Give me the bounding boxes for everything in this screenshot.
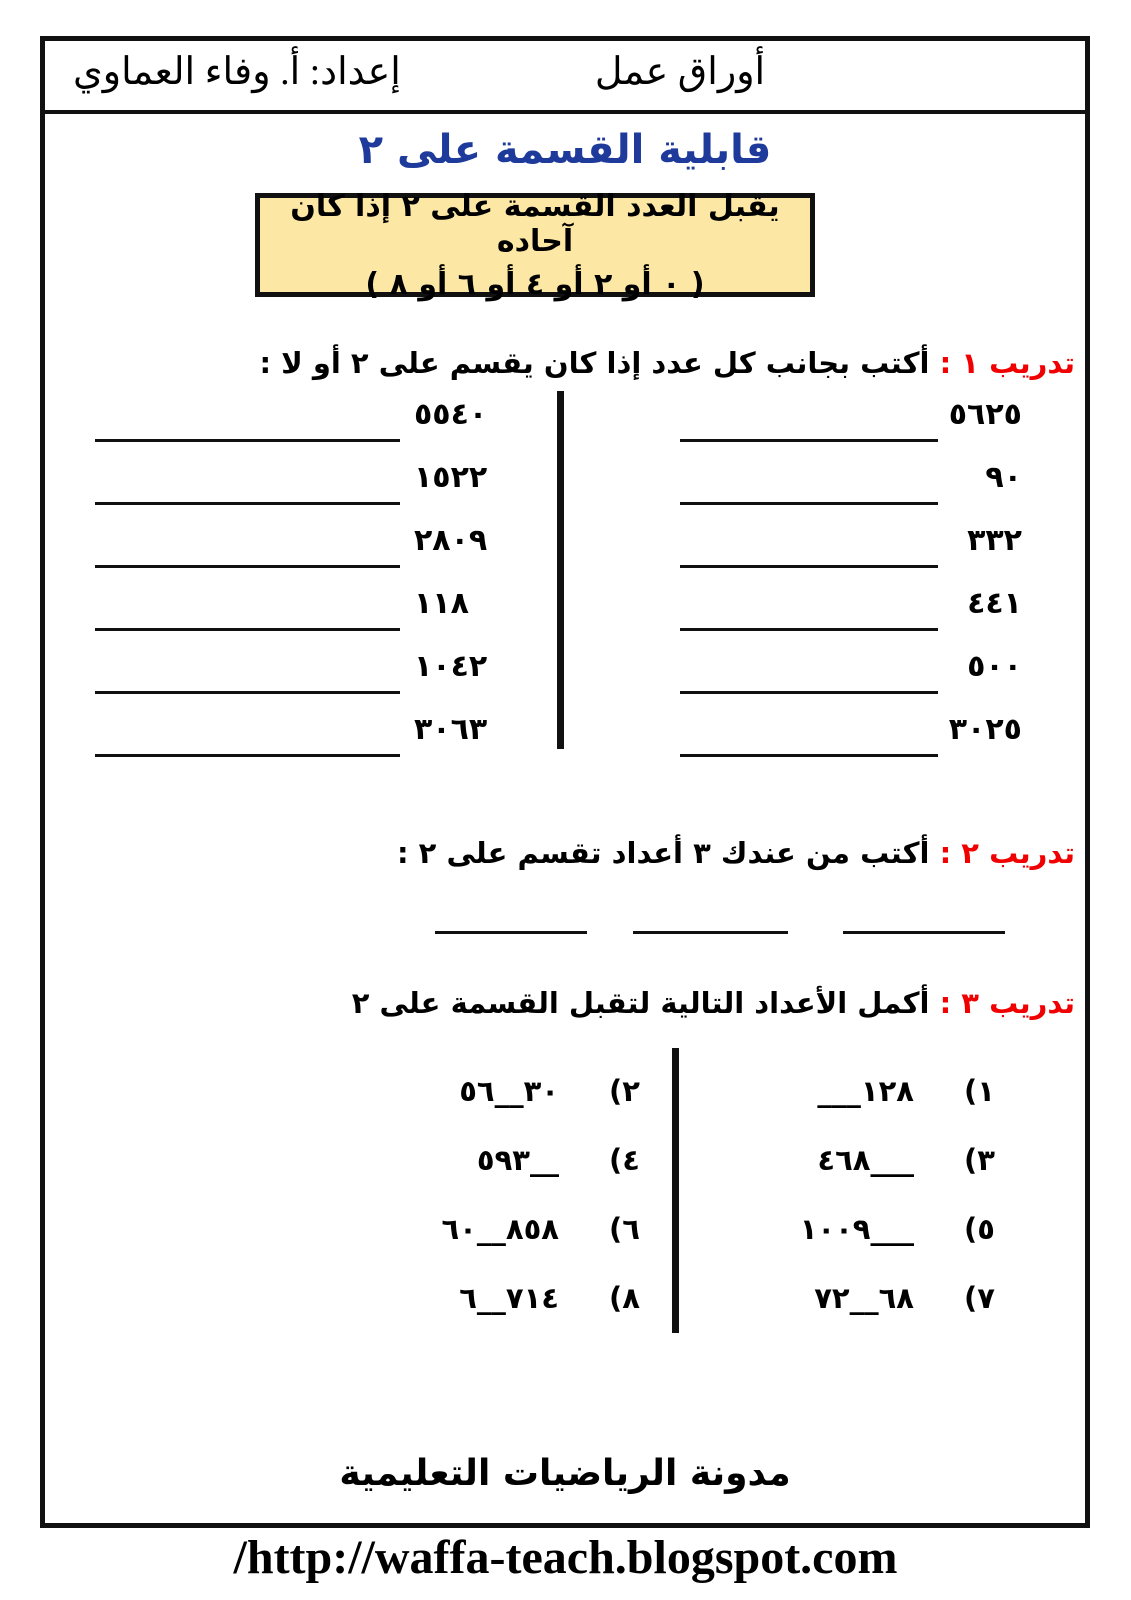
exercise1-left-column	[95, 379, 550, 757]
exercise1-label: تدريب ١ :	[939, 346, 1075, 380]
number-row	[680, 631, 1022, 694]
list-item	[330, 1194, 657, 1263]
number-with-blank: ١٠٠٩___	[799, 1211, 914, 1246]
exercise3-heading	[352, 986, 1075, 1020]
answer-line	[435, 907, 587, 934]
number-row	[680, 379, 1022, 442]
item-marker: (٨	[609, 1280, 640, 1315]
answer-line	[95, 746, 400, 757]
number-with-blank: ٤٦٨___	[817, 1142, 914, 1177]
exercise2-instruction: أكتب من عندك ٣ أعداد تقسم على ٢ :	[396, 836, 930, 870]
number-row	[95, 568, 550, 631]
number-with-blank: ٦__٧١٤	[459, 1280, 559, 1315]
item-marker: (١	[964, 1073, 995, 1108]
site-url: /http://waffa-teach.blogspot.com	[233, 1531, 898, 1584]
number-value: ٥٠٠	[967, 649, 1022, 684]
exercise2-label: تدريب ٢ :	[939, 836, 1075, 870]
rule-line-2: ( ٠ أو ٢ أو ٤ أو ٦ أو ٨ )	[365, 266, 705, 302]
item-marker: (٧	[964, 1280, 995, 1315]
number-row	[95, 505, 550, 568]
worksheets-label: أوراق عمل	[594, 51, 766, 93]
exercise3-instruction: أكمل الأعداد التالية لتقبل القسمة على ٢	[351, 986, 930, 1020]
answer-line	[95, 431, 400, 442]
number-with-blank: ٧٢__٦٨	[814, 1280, 914, 1315]
exercise3-left-column	[330, 1056, 657, 1332]
rule-line-1: يقبل العدد القسمة على ٢ إذا كان آحاده	[290, 188, 780, 259]
blog-name: مدونة الرياضيات التعليمية	[339, 1453, 791, 1494]
answer-line	[95, 620, 400, 631]
list-item	[690, 1125, 1012, 1194]
answer-line	[680, 683, 938, 694]
exercise1-instruction: أكتب بجانب كل عدد إذا كان يقسم على ٢ أو لا :	[259, 346, 930, 380]
number-row	[95, 442, 550, 505]
list-item	[690, 1056, 1012, 1125]
exercise1-column-divider	[557, 391, 564, 749]
answer-line	[680, 431, 938, 442]
answer-line	[680, 494, 938, 505]
item-marker: (٦	[609, 1211, 640, 1246]
number-with-blank: ٥٩٣__	[476, 1142, 559, 1177]
number-row	[95, 379, 550, 442]
exercise3-right-column	[690, 1056, 1012, 1332]
number-row	[680, 505, 1022, 568]
prepared-by-label: إعداد: أ. وفاء العماوي	[73, 51, 401, 93]
answer-line	[680, 557, 938, 568]
number-with-blank: ٦٠__٨٥٨	[441, 1211, 559, 1246]
number-row	[95, 631, 550, 694]
list-item	[330, 1056, 657, 1125]
exercise3-label: تدريب ٣ :	[939, 986, 1075, 1020]
answer-line	[680, 620, 938, 631]
item-marker: (٤	[609, 1142, 640, 1177]
number-value: ٣٠٦٣	[414, 712, 488, 747]
number-value: ٥٥٤٠	[414, 397, 488, 432]
number-value: ٤٤١	[967, 586, 1022, 621]
answer-line	[680, 746, 938, 757]
number-value: ١٥٢٢	[414, 460, 488, 495]
number-value: ٣٣٢	[967, 523, 1022, 558]
number-row	[680, 442, 1022, 505]
answer-line	[633, 907, 788, 934]
list-item	[690, 1263, 1012, 1332]
answer-line	[95, 494, 400, 505]
number-row	[680, 694, 1022, 757]
list-item	[330, 1263, 657, 1332]
answer-line	[843, 907, 1005, 934]
number-with-blank: ٥٦__٣٠	[459, 1073, 559, 1108]
answer-line	[95, 557, 400, 568]
item-marker: (٣	[964, 1142, 995, 1177]
exercise3-column-divider	[672, 1048, 679, 1333]
list-item	[690, 1194, 1012, 1263]
exercise1-right-column	[680, 379, 1022, 757]
number-row	[95, 694, 550, 757]
number-value: ١٠٤٢	[414, 649, 488, 684]
number-value: ٩٠	[985, 460, 1022, 495]
header-bar	[45, 41, 1085, 114]
number-row	[680, 568, 1022, 631]
number-value: ٣٠٢٥	[948, 712, 1022, 747]
item-marker: (٢	[609, 1073, 640, 1108]
list-item	[330, 1125, 657, 1194]
exercise1-heading	[259, 346, 1075, 380]
number-value: ٥٦٢٥	[948, 397, 1022, 432]
number-value: ١١٨	[414, 586, 469, 621]
rule-box	[255, 188, 815, 302]
answer-line	[95, 683, 400, 694]
number-value: ٢٨٠٩	[414, 523, 488, 558]
item-marker: (٥	[964, 1211, 995, 1246]
worksheet-border	[40, 36, 1090, 1528]
exercise2-heading	[397, 836, 1075, 870]
number-with-blank: ___١٢٨	[817, 1073, 914, 1108]
page-title: قابلية القسمة على ٢	[358, 127, 772, 173]
